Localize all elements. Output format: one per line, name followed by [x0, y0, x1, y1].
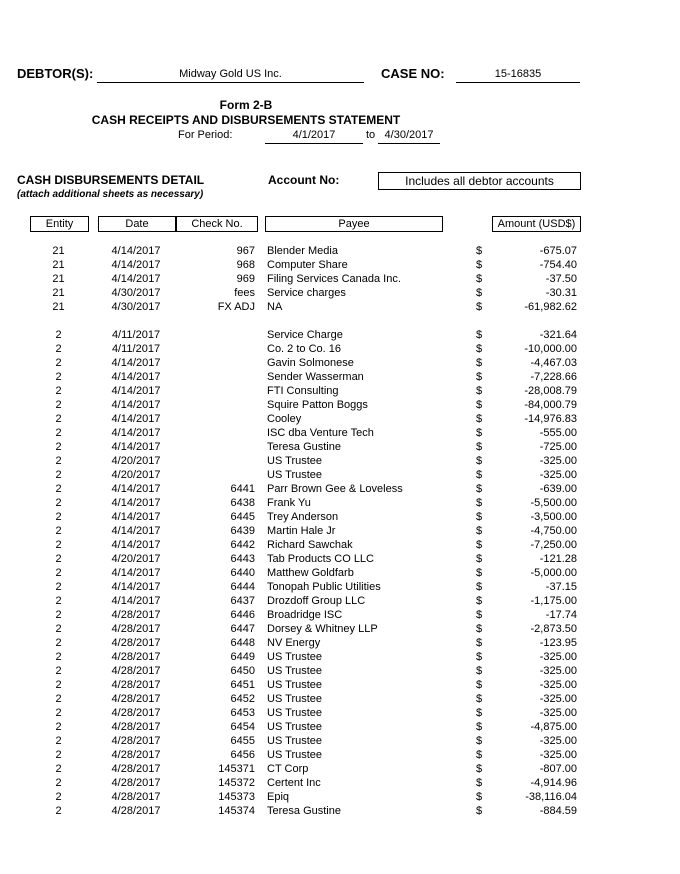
- amount-cell: -1,175.00: [530, 595, 577, 607]
- currency-symbol: $: [476, 301, 483, 313]
- date-cell: 4/14/2017: [111, 441, 161, 453]
- payee-cell: Frank Yu: [267, 497, 311, 509]
- table-row: [0, 566, 680, 580]
- entity-cell: 2: [55, 371, 62, 383]
- payee-cell: Broadridge ISC: [267, 609, 343, 621]
- date-cell: 4/28/2017: [111, 763, 161, 775]
- payee-cell: Sender Wasserman: [267, 371, 364, 383]
- payee-cell: Co. 2 to Co. 16: [267, 343, 341, 355]
- entity-cell: 2: [55, 623, 62, 635]
- table-row: [0, 244, 680, 258]
- amount-cell: -14,976.83: [524, 413, 577, 425]
- payee-cell: US Trustee: [267, 679, 323, 691]
- payee-cell: Dorsey & Whitney LLP: [267, 623, 378, 635]
- currency-symbol: $: [476, 357, 483, 369]
- table-row: [0, 692, 680, 706]
- amount-cell: -37.15: [545, 581, 577, 593]
- payee-cell: Parr Brown Gee & Loveless: [267, 483, 403, 495]
- amount-cell: -121.28: [539, 553, 577, 565]
- date-cell: 4/28/2017: [111, 735, 161, 747]
- currency-symbol: $: [476, 497, 483, 509]
- table-row: [0, 468, 680, 482]
- case-value: 15-16835: [456, 67, 580, 83]
- period-label: For Period:: [178, 129, 233, 141]
- date-cell: 4/28/2017: [111, 693, 161, 705]
- table-row: [0, 510, 680, 524]
- entity-cell: 2: [55, 497, 62, 509]
- check-no-cell: 6455: [230, 735, 255, 747]
- check-no-cell: fees: [234, 287, 255, 299]
- amount-cell: -5,500.00: [530, 497, 577, 509]
- check-no-cell: 967: [236, 245, 255, 257]
- check-no-cell: 6445: [230, 511, 255, 523]
- payee-cell: FTI Consulting: [267, 385, 339, 397]
- amount-cell: -325.00: [539, 665, 577, 677]
- date-cell: 4/28/2017: [111, 637, 161, 649]
- check-no-cell: 6439: [230, 525, 255, 537]
- currency-symbol: $: [476, 427, 483, 439]
- currency-symbol: $: [476, 539, 483, 551]
- payee-cell: Epiq: [267, 791, 290, 803]
- currency-symbol: $: [476, 511, 483, 523]
- amount-cell: -325.00: [539, 735, 577, 747]
- check-no-cell: 145371: [218, 763, 255, 775]
- amount-cell: -639.00: [539, 483, 577, 495]
- date-cell: 4/11/2017: [111, 343, 161, 355]
- table-row: [0, 762, 680, 776]
- table-row: [0, 398, 680, 412]
- currency-symbol: $: [476, 245, 483, 257]
- entity-cell: 2: [55, 329, 62, 341]
- payee-cell: Drozdoff Group LLC: [267, 595, 366, 607]
- amount-cell: -325.00: [539, 455, 577, 467]
- amount-cell: -325.00: [539, 693, 577, 705]
- entity-cell: 2: [55, 693, 62, 705]
- currency-symbol: $: [476, 441, 483, 453]
- check-no-cell: 145374: [218, 805, 255, 817]
- date-cell: 4/28/2017: [111, 679, 161, 691]
- entity-cell: 2: [55, 427, 62, 439]
- payee-cell: Blender Media: [267, 245, 338, 257]
- entity-cell: 2: [55, 343, 62, 355]
- payee-cell: Service Charge: [267, 329, 343, 341]
- currency-symbol: $: [476, 651, 483, 663]
- entity-cell: 2: [55, 763, 62, 775]
- date-cell: 4/28/2017: [111, 749, 161, 761]
- date-cell: 4/14/2017: [111, 539, 161, 551]
- table-row: [0, 384, 680, 398]
- date-cell: 4/14/2017: [111, 413, 161, 425]
- entity-cell: 21: [52, 273, 65, 285]
- entity-cell: 21: [52, 301, 65, 313]
- table-row: [0, 370, 680, 384]
- date-cell: 4/20/2017: [111, 469, 161, 481]
- entity-cell: 2: [55, 455, 62, 467]
- date-cell: 4/14/2017: [111, 525, 161, 537]
- table-row: [0, 552, 680, 566]
- entity-cell: 2: [55, 483, 62, 495]
- amount-cell: -325.00: [539, 651, 577, 663]
- table-row: [0, 482, 680, 496]
- table-row: [0, 342, 680, 356]
- entity-cell: 2: [55, 441, 62, 453]
- amount-cell: -10,000.00: [524, 343, 577, 355]
- check-no-cell: 969: [236, 273, 255, 285]
- table-row: [0, 748, 680, 762]
- check-no-cell: 6437: [230, 595, 255, 607]
- table-row: [0, 356, 680, 370]
- entity-cell: 21: [52, 259, 65, 271]
- date-cell: 4/14/2017: [111, 427, 161, 439]
- table-row: [0, 272, 680, 286]
- amount-cell: -325.00: [539, 679, 577, 691]
- section-title: CASH DISBURSEMENTS DETAIL: [17, 173, 205, 187]
- account-label: Account No:: [268, 173, 340, 187]
- payee-cell: Tonopah Public Utilities: [267, 581, 381, 593]
- currency-symbol: $: [476, 777, 483, 789]
- table-row: [0, 594, 680, 608]
- currency-symbol: $: [476, 553, 483, 565]
- payee-cell: Teresa Gustine: [267, 441, 341, 453]
- payee-cell: Certent Inc: [267, 777, 321, 789]
- check-no-cell: 6443: [230, 553, 255, 565]
- table-row: [0, 622, 680, 636]
- payee-cell: Squire Patton Boggs: [267, 399, 368, 411]
- currency-symbol: $: [476, 791, 483, 803]
- date-cell: 4/30/2017: [111, 301, 161, 313]
- check-no-cell: 6451: [230, 679, 255, 691]
- check-no-cell: 6442: [230, 539, 255, 551]
- check-no-cell: 6450: [230, 665, 255, 677]
- payee-cell: Computer Share: [267, 259, 348, 271]
- payee-cell: NA: [267, 301, 283, 313]
- amount-cell: -321.64: [539, 329, 577, 341]
- date-cell: 4/14/2017: [111, 399, 161, 411]
- entity-cell: 2: [55, 469, 62, 481]
- payee-cell: Trey Anderson: [267, 511, 339, 523]
- debtor-label: DEBTOR(S):: [17, 66, 94, 81]
- form-number: Form 2-B: [219, 98, 273, 112]
- payee-cell: US Trustee: [267, 707, 323, 719]
- case-label: CASE NO:: [381, 66, 445, 81]
- table-row: [0, 776, 680, 790]
- date-cell: 4/14/2017: [111, 483, 161, 495]
- payee-cell: Martin Hale Jr: [267, 525, 336, 537]
- date-cell: 4/28/2017: [111, 777, 161, 789]
- entity-cell: 2: [55, 581, 62, 593]
- payee-cell: Tab Products CO LLC: [267, 553, 374, 565]
- entity-cell: 2: [55, 805, 62, 817]
- entity-cell: 2: [55, 525, 62, 537]
- table-row: [0, 804, 680, 818]
- date-cell: 4/14/2017: [111, 385, 161, 397]
- entity-cell: 2: [55, 665, 62, 677]
- amount-cell: -61,982.62: [524, 301, 577, 313]
- entity-cell: 2: [55, 749, 62, 761]
- date-cell: 4/14/2017: [111, 245, 161, 257]
- col-payee-header: Payee: [265, 216, 443, 232]
- currency-symbol: $: [476, 693, 483, 705]
- date-cell: 4/30/2017: [111, 287, 161, 299]
- table-row: [0, 608, 680, 622]
- entity-cell: 2: [55, 567, 62, 579]
- check-no-cell: 6438: [230, 497, 255, 509]
- entity-cell: 2: [55, 413, 62, 425]
- currency-symbol: $: [476, 287, 483, 299]
- check-no-cell: FX ADJ: [217, 301, 255, 313]
- currency-symbol: $: [476, 259, 483, 271]
- entity-cell: 2: [55, 539, 62, 551]
- payee-cell: US Trustee: [267, 721, 323, 733]
- payee-cell: US Trustee: [267, 693, 323, 705]
- amount-cell: -4,467.03: [530, 357, 577, 369]
- amount-cell: -754.40: [539, 259, 577, 271]
- amount-cell: -725.00: [539, 441, 577, 453]
- date-cell: 4/28/2017: [111, 721, 161, 733]
- payee-cell: ISC dba Venture Tech: [267, 427, 374, 439]
- currency-symbol: $: [476, 469, 483, 481]
- amount-cell: -4,875.00: [530, 721, 577, 733]
- check-no-cell: 145372: [218, 777, 255, 789]
- date-cell: 4/28/2017: [111, 665, 161, 677]
- check-no-cell: 6454: [230, 721, 255, 733]
- entity-cell: 2: [55, 609, 62, 621]
- payee-cell: Gavin Solmonese: [267, 357, 354, 369]
- currency-symbol: $: [476, 665, 483, 677]
- entity-cell: 2: [55, 791, 62, 803]
- entity-cell: 2: [55, 707, 62, 719]
- payee-cell: Cooley: [267, 413, 302, 425]
- debtor-value: Midway Gold US Inc.: [97, 67, 364, 83]
- entity-cell: 21: [52, 287, 65, 299]
- currency-symbol: $: [476, 609, 483, 621]
- form-title: CASH RECEIPTS AND DISBURSEMENTS STATEMENT: [91, 113, 401, 127]
- amount-cell: -17.74: [545, 609, 577, 621]
- payee-cell: Teresa Gustine: [267, 805, 341, 817]
- date-cell: 4/20/2017: [111, 455, 161, 467]
- amount-cell: -4,750.00: [530, 525, 577, 537]
- payee-cell: US Trustee: [267, 651, 323, 663]
- currency-symbol: $: [476, 679, 483, 691]
- currency-symbol: $: [476, 581, 483, 593]
- currency-symbol: $: [476, 735, 483, 747]
- check-no-cell: 6447: [230, 623, 255, 635]
- date-cell: 4/11/2017: [111, 329, 161, 341]
- payee-cell: Richard Sawchak: [267, 539, 353, 551]
- check-no-cell: 6449: [230, 651, 255, 663]
- check-no-cell: 968: [236, 259, 255, 271]
- check-no-cell: 145373: [218, 791, 255, 803]
- date-cell: 4/14/2017: [111, 511, 161, 523]
- disbursement-table: [0, 244, 680, 818]
- table-row: [0, 524, 680, 538]
- table-row: [0, 664, 680, 678]
- currency-symbol: $: [476, 273, 483, 285]
- table-row: [0, 678, 680, 692]
- col-check-header: Check No.: [176, 216, 258, 232]
- date-cell: 4/28/2017: [111, 609, 161, 621]
- table-row: [0, 706, 680, 720]
- entity-cell: 2: [55, 595, 62, 607]
- table-row: [0, 650, 680, 664]
- check-no-cell: 6444: [230, 581, 255, 593]
- currency-symbol: $: [476, 749, 483, 761]
- table-row: [0, 300, 680, 314]
- amount-cell: -3,500.00: [530, 511, 577, 523]
- table-row: [0, 496, 680, 510]
- date-cell: 4/28/2017: [111, 623, 161, 635]
- entity-cell: 2: [55, 651, 62, 663]
- date-cell: 4/14/2017: [111, 259, 161, 271]
- entity-cell: 21: [52, 245, 65, 257]
- table-row: [0, 412, 680, 426]
- payee-cell: US Trustee: [267, 469, 323, 481]
- payee-cell: US Trustee: [267, 749, 323, 761]
- amount-cell: -675.07: [539, 245, 577, 257]
- currency-symbol: $: [476, 595, 483, 607]
- amount-cell: -5,000.00: [530, 567, 577, 579]
- payee-cell: Service charges: [267, 287, 346, 299]
- currency-symbol: $: [476, 805, 483, 817]
- amount-cell: -325.00: [539, 749, 577, 761]
- table-row: [0, 538, 680, 552]
- period-to: to: [366, 129, 376, 141]
- amount-cell: -2,873.50: [530, 623, 577, 635]
- entity-cell: 2: [55, 357, 62, 369]
- entity-cell: 2: [55, 385, 62, 397]
- date-cell: 4/28/2017: [111, 707, 161, 719]
- payee-cell: US Trustee: [267, 455, 323, 467]
- entity-cell: 2: [55, 777, 62, 789]
- check-no-cell: 6452: [230, 693, 255, 705]
- date-cell: 4/14/2017: [111, 595, 161, 607]
- currency-symbol: $: [476, 623, 483, 635]
- table-row: [0, 286, 680, 300]
- date-cell: 4/14/2017: [111, 497, 161, 509]
- table-row: [0, 734, 680, 748]
- col-entity-header: Entity: [30, 216, 89, 232]
- currency-symbol: $: [476, 707, 483, 719]
- currency-symbol: $: [476, 329, 483, 341]
- currency-symbol: $: [476, 413, 483, 425]
- amount-cell: -555.00: [539, 427, 577, 439]
- date-cell: 4/14/2017: [111, 273, 161, 285]
- table-row: [0, 636, 680, 650]
- currency-symbol: $: [476, 721, 483, 733]
- table-row: [0, 426, 680, 440]
- amount-cell: -807.00: [539, 763, 577, 775]
- currency-symbol: $: [476, 455, 483, 467]
- check-no-cell: 6453: [230, 707, 255, 719]
- entity-cell: 2: [55, 511, 62, 523]
- date-cell: 4/14/2017: [111, 371, 161, 383]
- amount-cell: -4,914.96: [530, 777, 577, 789]
- payee-cell: Matthew Goldfarb: [267, 567, 354, 579]
- table-row: [0, 328, 680, 342]
- payee-cell: Filing Services Canada Inc.: [267, 273, 401, 285]
- currency-symbol: $: [476, 567, 483, 579]
- check-no-cell: 6441: [230, 483, 255, 495]
- check-no-cell: 6440: [230, 567, 255, 579]
- date-cell: 4/28/2017: [111, 651, 161, 663]
- payee-cell: CT Corp: [267, 763, 309, 775]
- amount-cell: -37.50: [545, 273, 577, 285]
- currency-symbol: $: [476, 385, 483, 397]
- table-row: [0, 440, 680, 454]
- amount-cell: -325.00: [539, 707, 577, 719]
- currency-symbol: $: [476, 637, 483, 649]
- col-amount-header: Amount (USD$): [492, 216, 581, 232]
- currency-symbol: $: [476, 399, 483, 411]
- currency-symbol: $: [476, 371, 483, 383]
- col-date-header: Date: [98, 216, 176, 232]
- table-row: [0, 790, 680, 804]
- amount-cell: -123.95: [539, 637, 577, 649]
- date-cell: 4/20/2017: [111, 553, 161, 565]
- currency-symbol: $: [476, 763, 483, 775]
- amount-cell: -325.00: [539, 469, 577, 481]
- period-start: 4/1/2017: [265, 129, 363, 144]
- check-no-cell: 6456: [230, 749, 255, 761]
- section-subtitle: (attach additional sheets as necessary): [17, 189, 204, 200]
- table-row: [0, 720, 680, 734]
- amount-cell: -884.59: [539, 805, 577, 817]
- entity-cell: 2: [55, 679, 62, 691]
- entity-cell: 2: [55, 399, 62, 411]
- date-cell: 4/14/2017: [111, 357, 161, 369]
- entity-cell: 2: [55, 637, 62, 649]
- period-end: 4/30/2017: [378, 129, 440, 144]
- table-row: [0, 580, 680, 594]
- payee-cell: NV Energy: [267, 637, 321, 649]
- date-cell: 4/28/2017: [111, 805, 161, 817]
- date-cell: 4/14/2017: [111, 567, 161, 579]
- amount-cell: -84,000.79: [524, 399, 577, 411]
- check-no-cell: 6446: [230, 609, 255, 621]
- table-row: [0, 454, 680, 468]
- amount-cell: -7,250.00: [530, 539, 577, 551]
- amount-cell: -7,228.66: [530, 371, 577, 383]
- amount-cell: -38,116.04: [525, 791, 577, 803]
- currency-symbol: $: [476, 343, 483, 355]
- check-no-cell: 6448: [230, 637, 255, 649]
- payee-cell: US Trustee: [267, 665, 323, 677]
- table-row: [0, 258, 680, 272]
- amount-cell: -28,008.79: [524, 385, 577, 397]
- date-cell: 4/14/2017: [111, 581, 161, 593]
- date-cell: 4/28/2017: [111, 791, 161, 803]
- entity-cell: 2: [55, 553, 62, 565]
- account-value: Includes all debtor accounts: [378, 172, 581, 190]
- currency-symbol: $: [476, 525, 483, 537]
- entity-cell: 2: [55, 721, 62, 733]
- amount-cell: -30.31: [545, 287, 577, 299]
- payee-cell: US Trustee: [267, 735, 323, 747]
- currency-symbol: $: [476, 483, 483, 495]
- entity-cell: 2: [55, 735, 62, 747]
